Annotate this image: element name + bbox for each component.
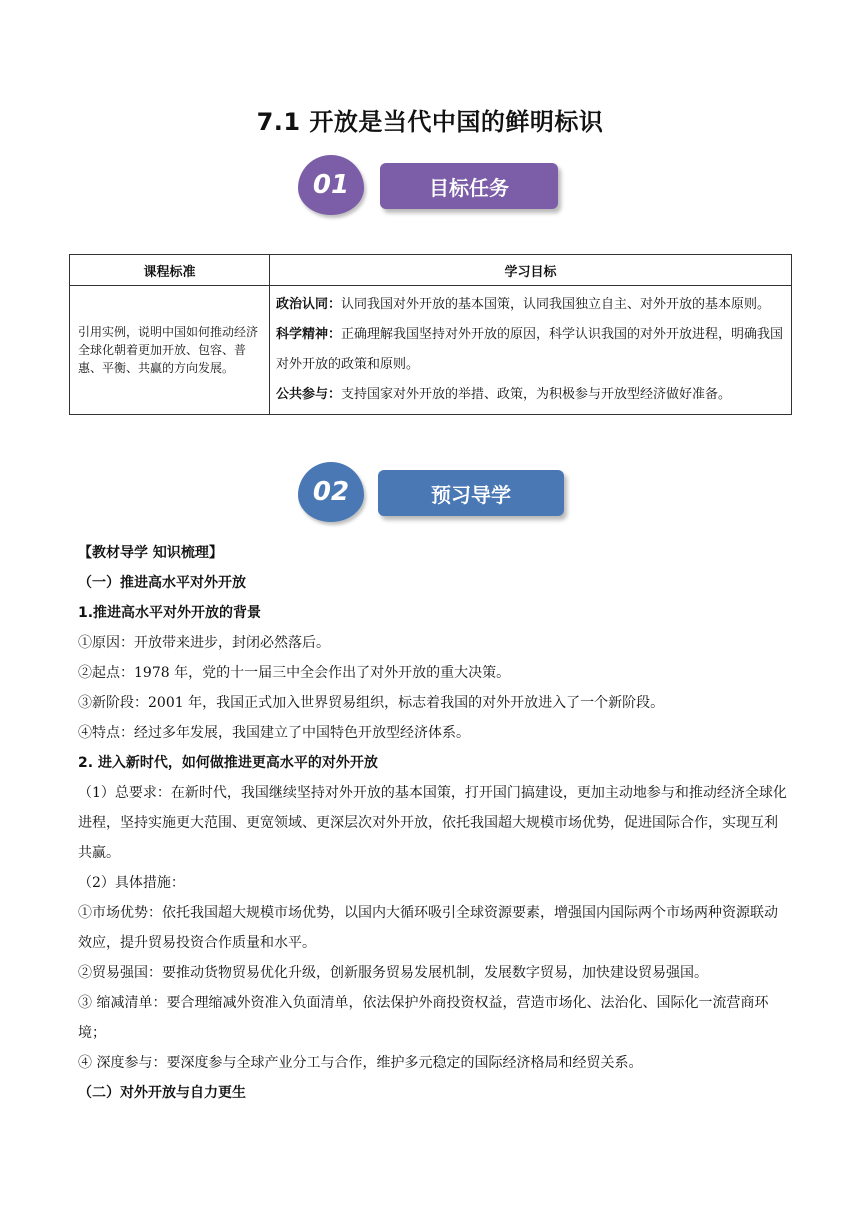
goal-text: 支持国家对外开放的举措、政策，为积极参与开放型经济做好准备。 [341, 387, 732, 402]
content-heading: 【教材导学 知识梳理】 [78, 545, 223, 561]
table-header-standard: 课程标准 [70, 255, 270, 286]
list-item: ①市场优势：依托我国超大规模市场优势，以国内大循环吸引全球资源要素，增强国内国际两个市场两种资源联动效应，提升贸易投资合作质量和水平。 [78, 905, 778, 951]
page-title: 7.1 开放是当代中国的鲜明标识 [256, 108, 604, 136]
list-item: ③新阶段：2001 年，我国正式加入世界贸易组织，标志着我国的对外开放进入了一个新阶段。 [78, 695, 665, 711]
learning-goals-cell [270, 286, 792, 415]
goal-label: 公共参与： [276, 387, 342, 402]
list-item: ④ 深度参与：要深度参与全球产业分工与合作，维护多元稳定的国际经济格局和经贸关系。 [78, 1055, 643, 1071]
goal-item [276, 380, 785, 410]
paragraph: （1）总要求：在新时代，我国继续坚持对外开放的基本国策，打开国门搞建设，更加主动地参与和推动经济全球化进程，坚持实施更大范围、更宽领域、更深层次对外开放，依托我国超大规模市场优势，促进国际合作，实现互利共赢。 [78, 785, 787, 861]
section-number-badge: 02 [298, 462, 364, 522]
subsection-heading: 1.推进高水平对外开放的背景 [78, 605, 262, 621]
section-label-badge: 预习导学 [378, 470, 564, 516]
goal-text: 认同我国对外开放的基本国策，认同我国独立自主、对外开放的基本原则。 [341, 297, 771, 312]
list-item: ②贸易强国：要推动货物贸易优化升级，创新服务贸易发展机制，发展数字贸易，加快建设贸易强国。 [78, 965, 708, 981]
section-label-badge: 目标任务 [380, 163, 558, 209]
list-item: ①原因：开放带来进步，封闭必然落后。 [78, 635, 330, 651]
paragraph: （2）具体措施： [78, 875, 185, 891]
list-item: ③ 缩减清单：要合理缩减外资准入负面清单，依法保护外商投资权益，营造市场化、法治化、国际化一流营商环境； [78, 995, 769, 1041]
table-header-goals: 学习目标 [270, 255, 792, 286]
goals-table [69, 254, 792, 415]
section-heading: （一）推进高水平对外开放 [78, 575, 246, 591]
goal-text: 正确理解我国坚持对外开放的原因，科学认识我国的对外开放进程，明确我国对外开放的政策和原则。 [276, 327, 784, 372]
content-body [78, 538, 790, 1108]
list-item: ④特点：经过多年发展，我国建立了中国特色开放型经济体系。 [78, 725, 470, 741]
list-item: ②起点：1978 年，党的十一届三中全会作出了对外开放的重大决策。 [78, 665, 511, 681]
subsection-heading: 2. 进入新时代，如何做推进更高水平的对外开放 [78, 755, 378, 771]
goal-item [276, 290, 785, 320]
section-heading: （二）对外开放与自力更生 [78, 1085, 246, 1101]
course-standard-cell: 引用实例，说明中国如何推动经济全球化朝着更加开放、包容、普惠、平衡、共赢的方向发展。 [70, 286, 270, 415]
section-number-badge: 01 [298, 155, 364, 215]
goal-item [276, 320, 785, 380]
goal-label: 科学精神： [276, 327, 342, 342]
goal-label: 政治认同： [276, 297, 342, 312]
